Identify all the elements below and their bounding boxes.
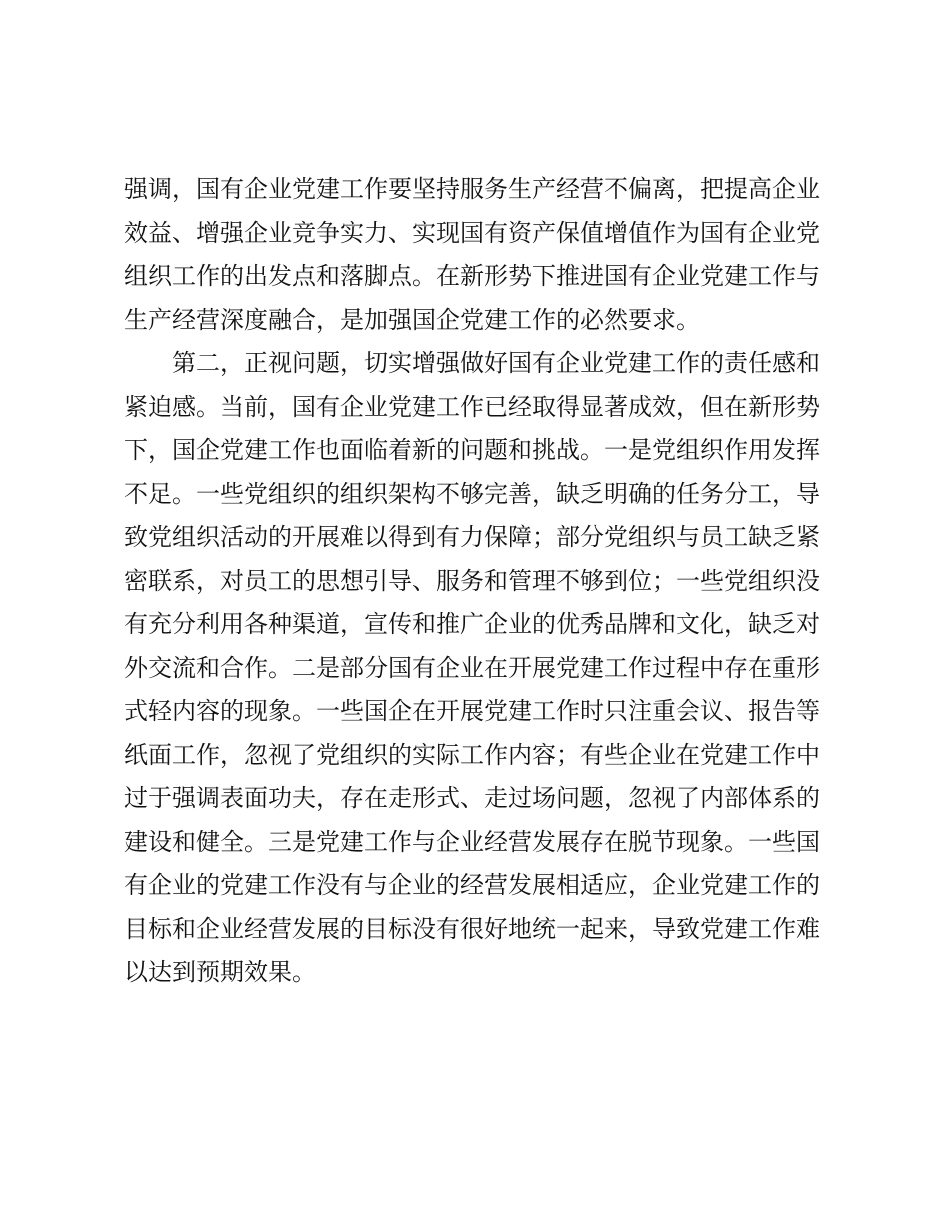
paragraph-second-point: 第二，正视问题，切实增强做好国有企业党建工作的责任感和紧迫感。当前，国有企业党建工作已经取得显著成效，但在新形势下，国企党建工作也面临着新的问题和挑战。一是党组织作用发挥不足。一些党组织的组织架构不够完善，缺乏明确的任务分工，导致党组织活动的开展难以得到有力保障；部分党组织与员工缺乏紧密联系，对员工的思想引导、服务和管理不够到位；一些党组织没有充分利用各种渠道，宣传和推广企业的优秀品牌和文化，缺乏对外交流和合作。二是部分国有企业在开展党建工作过程中存在重形式轻内容的现象。一些国企在开展党建工作时只注重会议、报告等纸面工作，忽视了党组织的实际工作内容；有些企业在党建工作中过于强调表面功夫，存在走形式、走过场问题，忽视了内部体系的建设和健全。三是党建工作与企业经营发展存在脱节现象。一些国有企业的党建工作没有与企业的经营发展相适应，企业党建工作的目标和企业经营发展的目标没有很好地统一起来，导致党建工作难以达到预期效果。 [124,349,820,986]
paragraph-continuation: 强调，国有企业党建工作要坚持服务生产经营不偏离，把提高企业效益、增强企业竞争实力、实现国有资产保值增值作为国有企业党组织工作的出发点和落脚点。在新形势下推进国有企业党建工作与生产经营深度融合，是加强国企党建工作的必然要求。 [124,175,820,334]
body-text [124,168,820,995]
